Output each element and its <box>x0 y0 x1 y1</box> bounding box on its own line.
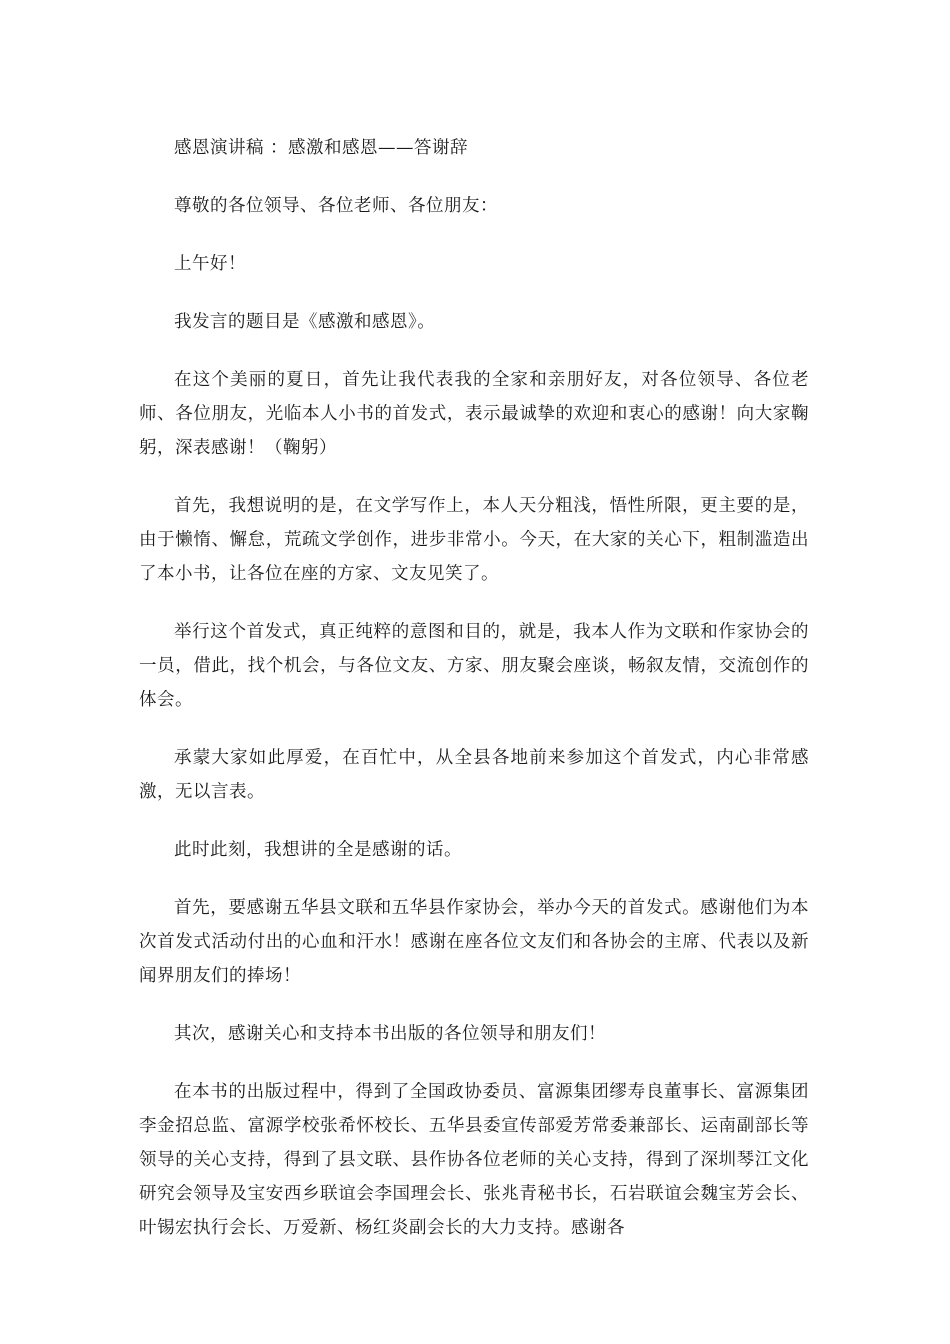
paragraph-salutation: 尊敬的各位领导、各位老师、各位朋友： <box>174 196 498 216</box>
paragraph-thanks-intro: 此时此刻，我想讲的全是感谢的话。 <box>174 840 462 860</box>
paragraph-greeting: 上午好！ <box>174 254 246 274</box>
paragraph-gratitude: 承蒙大家如此厚爱，在百忙中，从全县各地前来参加这个首发式，内心非常感激，无以言表。 <box>139 748 809 802</box>
paragraph-modesty: 首先，我想说明的是，在文学写作上，本人天分粗浅，悟性所限，更主要的是，由于懒惰、懈怠，荒疏文学创作，进步非常小。今天，在大家的关心下，粗制滥造出了本小书，让各位在座的方家、文友见笑了。 <box>139 496 809 584</box>
paragraph-topic: 我发言的题目是《感激和感恩》。 <box>174 312 436 332</box>
paragraph-thanks-second: 其次，感谢关心和支持本书出版的各位领导和朋友们！ <box>174 1024 606 1044</box>
paragraph-purpose: 举行这个首发式，真正纯粹的意图和目的，就是，我本人作为文联和作家协会的一员，借此，找个机会，与各位文友、方家、朋友聚会座谈，畅叙友情，交流创作的体会。 <box>139 622 809 710</box>
document-body <box>139 131 809 1245</box>
paragraph-welcome: 在这个美丽的夏日，首先让我代表我的全家和亲朋好友，对各位领导、各位老师、各位朋友，光临本人小书的首发式，表示最诚挚的欢迎和衷心的感谢！向大家鞠躬，深表感谢！（鞠躬） <box>139 370 809 458</box>
paragraph-publication: 在本书的出版过程中，得到了全国政协委员、富源集团缪寿良董事长、富源集团李金招总监、富源学校张希怀校长、五华县委宣传部爱芳常委兼部长、运南副部长等领导的关心支持，得到了县文联、县作协各位老师的关心支持，得到了深圳琴江文化研究会领导及宝安西乡联谊会李国理会长、张兆青秘书长，石岩联谊会魏宝芳会长、叶锡宏执行会长、万爱新、杨红炎副会长的大力支持。感谢各 <box>139 1082 809 1238</box>
document-title: 感恩演讲稿 ：感激和感恩——答谢辞 <box>174 138 469 158</box>
paragraph-thanks-first: 首先，要感谢五华县文联和五华县作家协会，举办今天的首发式。感谢他们为本次首发式活动付出的心血和汗水！感谢在座各位文友们和各协会的主席、代表以及新闻界朋友们的捧场！ <box>139 898 809 986</box>
